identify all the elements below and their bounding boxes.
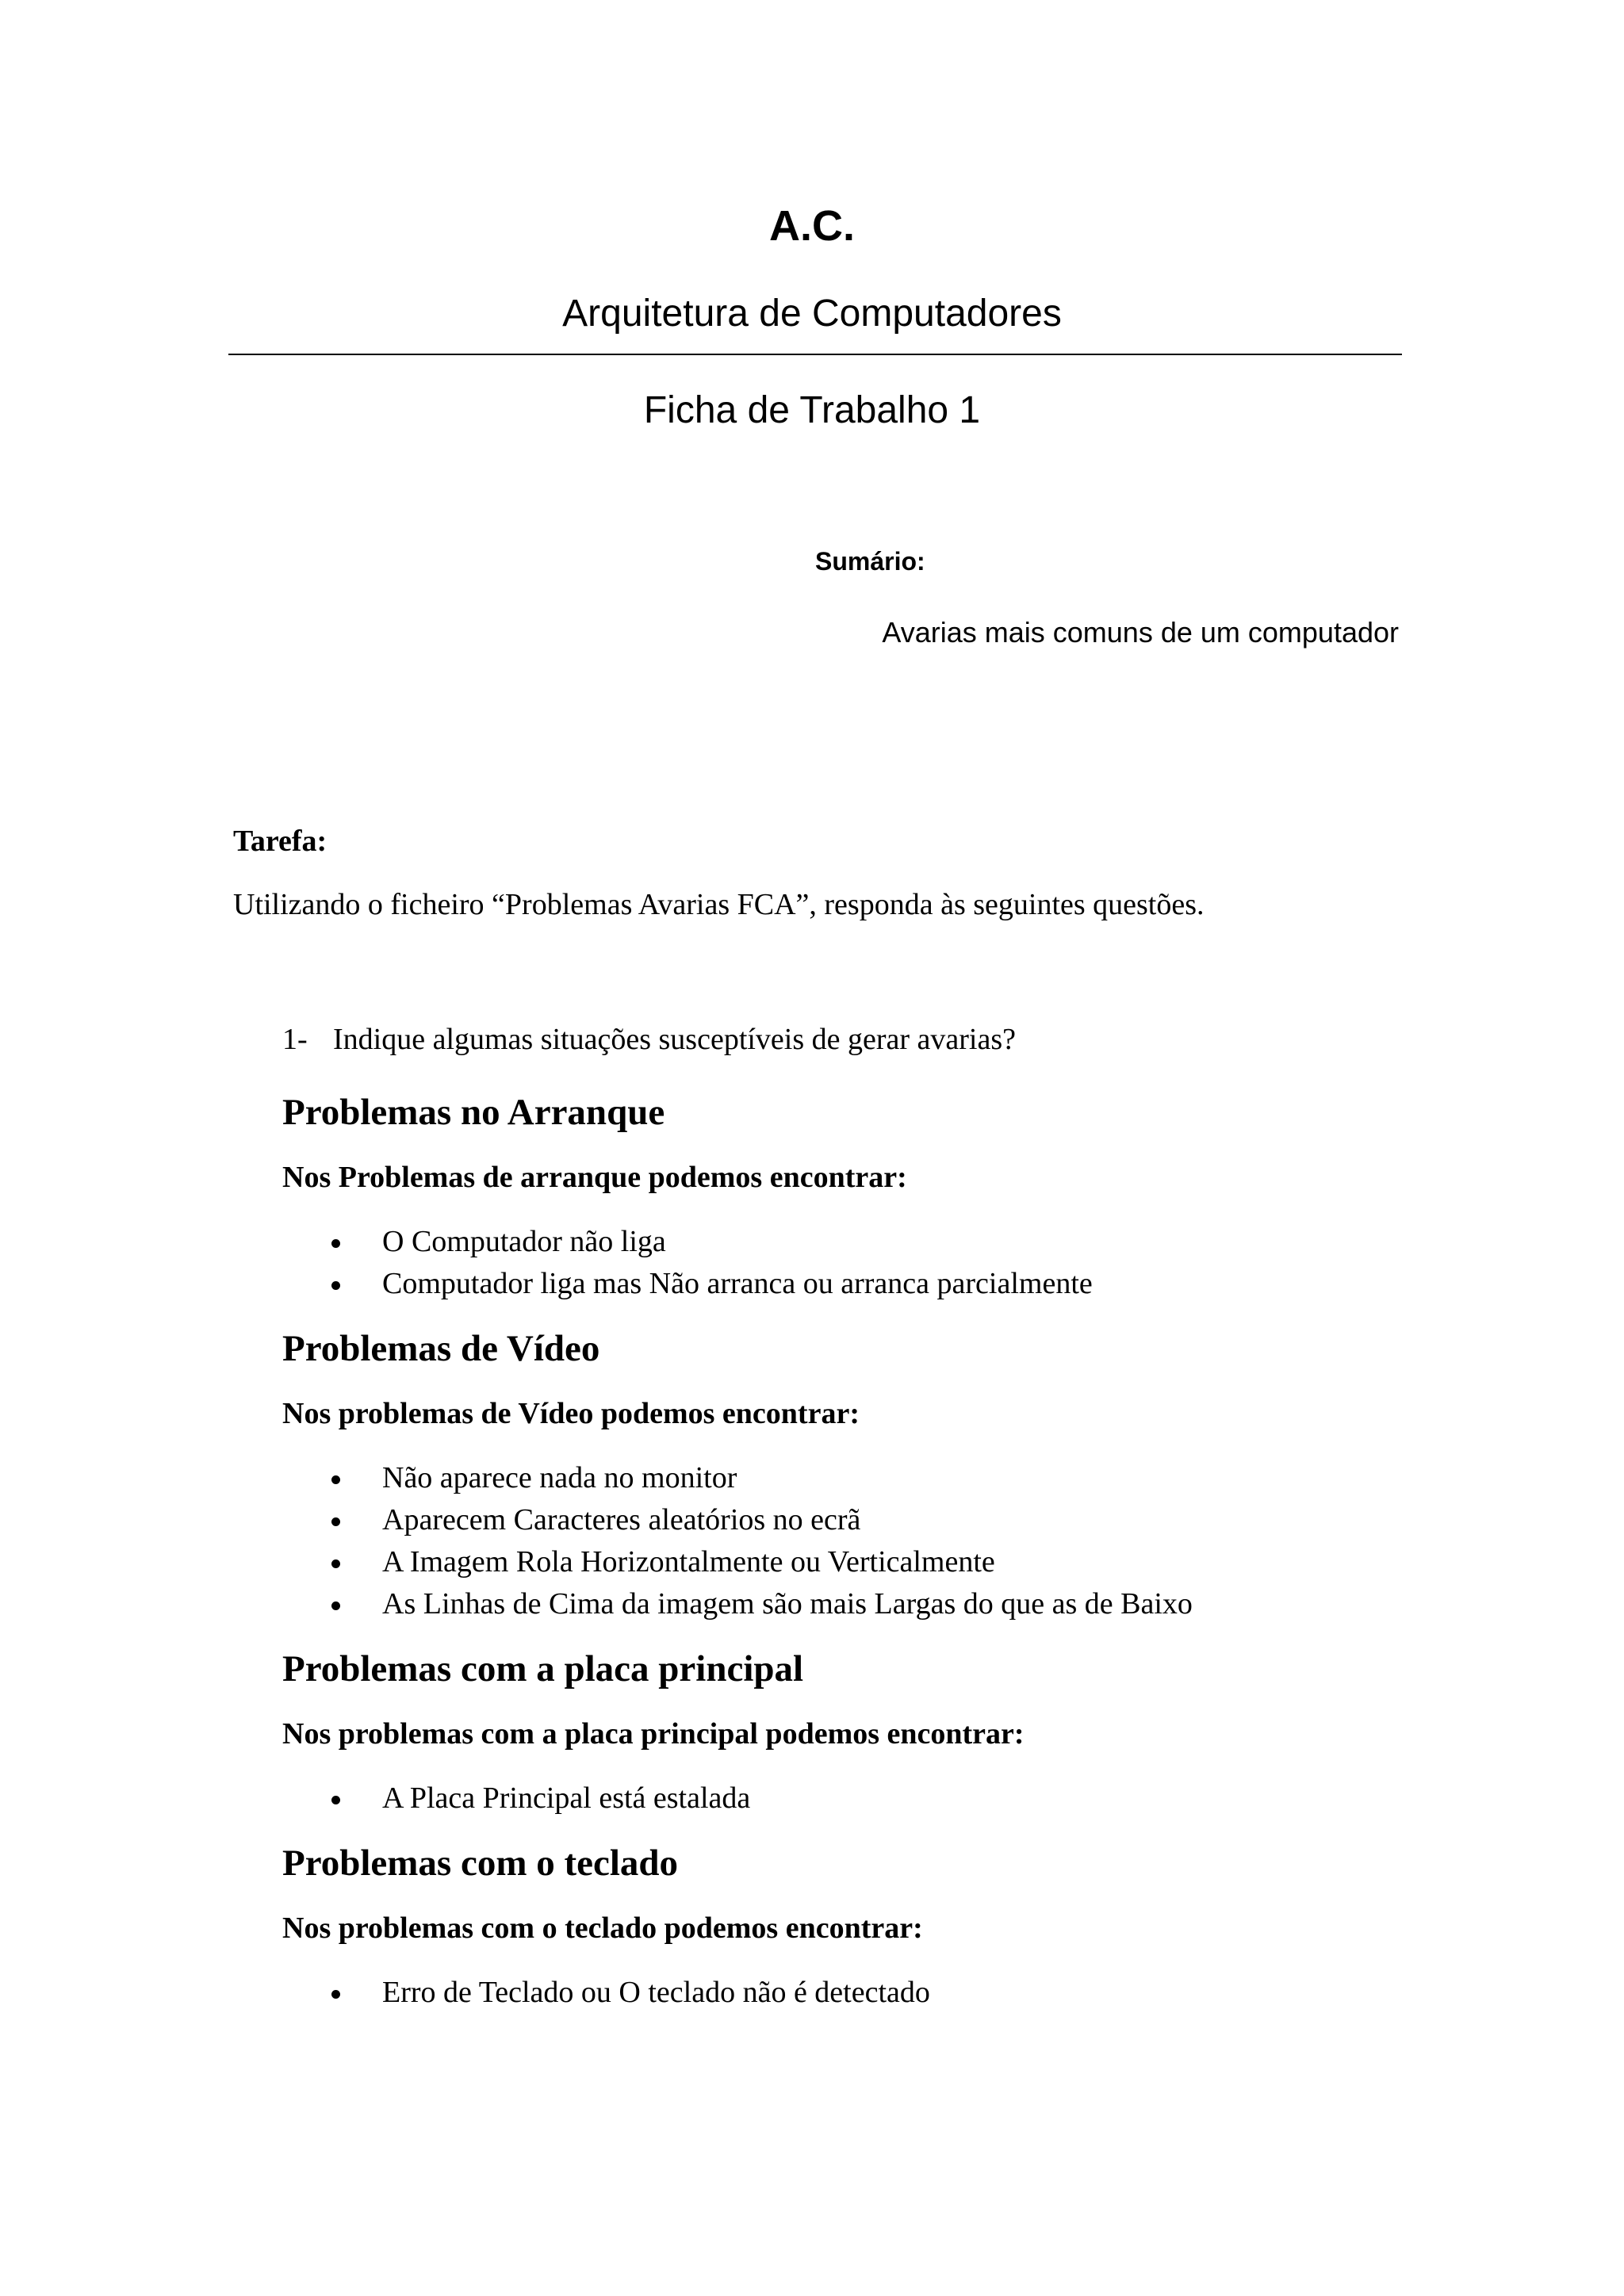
section-startup [282, 1086, 1392, 1305]
section-intro: Nos problemas com o teclado podemos encontrar: [282, 1911, 923, 1945]
bullet-icon [331, 1475, 340, 1484]
section-heading: Problemas com o teclado [282, 1843, 679, 1884]
section-motherboard [282, 1643, 1392, 1820]
bullet-icon [331, 1517, 340, 1526]
section-heading: Problemas de Vídeo [282, 1328, 600, 1369]
answer-sections [282, 1086, 1392, 2031]
bullet-list [282, 1972, 1392, 2014]
summary-label: Sumário: [815, 547, 925, 576]
list-item: Computador liga mas Não arranca ou arranca parcialmente [282, 1263, 1392, 1305]
section-intro: Nos problemas com a placa principal podemos encontrar: [282, 1717, 1025, 1751]
section-heading: Problemas no Arranque [282, 1092, 665, 1133]
bullet-list [282, 1777, 1392, 1820]
list-item: A Imagem Rola Horizontalmente ou Verticalmente [282, 1541, 1392, 1583]
summary-text: Avarias mais comuns de um computador [882, 616, 1399, 649]
bullet-icon [331, 1796, 340, 1804]
worksheet-title: Ficha de Trabalho 1 [643, 389, 981, 431]
question [282, 1020, 1016, 1059]
document-abbreviation: A.C. [769, 202, 855, 250]
task-label: Tarefa: [233, 825, 327, 858]
bullet-icon [331, 1559, 340, 1568]
section-video [282, 1322, 1392, 1625]
bullet-icon [331, 1239, 340, 1248]
list-item: Erro de Teclado ou O teclado não é detectado [282, 1972, 1392, 2014]
section-intro: Nos Problemas de arranque podemos encontrar: [282, 1161, 907, 1194]
list-item: Não aparece nada no monitor [282, 1457, 1392, 1499]
bullet-list [282, 1221, 1392, 1305]
bullet-icon [331, 1601, 340, 1610]
document-title: Arquitetura de Computadores [562, 293, 1062, 335]
list-item: O Computador não liga [282, 1221, 1392, 1263]
task-text: Utilizando o ficheiro “Problemas Avarias FCA”, responda às seguintes questões. [233, 888, 1205, 921]
bullet-icon [331, 1990, 340, 1999]
header-divider [228, 354, 1402, 355]
list-item: A Placa Principal está estalada [282, 1777, 1392, 1820]
section-heading: Problemas com a placa principal [282, 1648, 804, 1689]
list-item: As Linhas de Cima da imagem são mais Largas do que as de Baixo [282, 1583, 1392, 1625]
question-number: 1- [282, 1023, 308, 1056]
list-item: Aparecem Caracteres aleatórios no ecrã [282, 1499, 1392, 1541]
section-intro: Nos problemas de Vídeo podemos encontrar: [282, 1397, 860, 1430]
bullet-icon [331, 1281, 340, 1290]
bullet-list [282, 1457, 1392, 1625]
section-keyboard [282, 1837, 1392, 2014]
question-text: Indique algumas situações susceptíveis de gerar avarias? [333, 1023, 1017, 1056]
